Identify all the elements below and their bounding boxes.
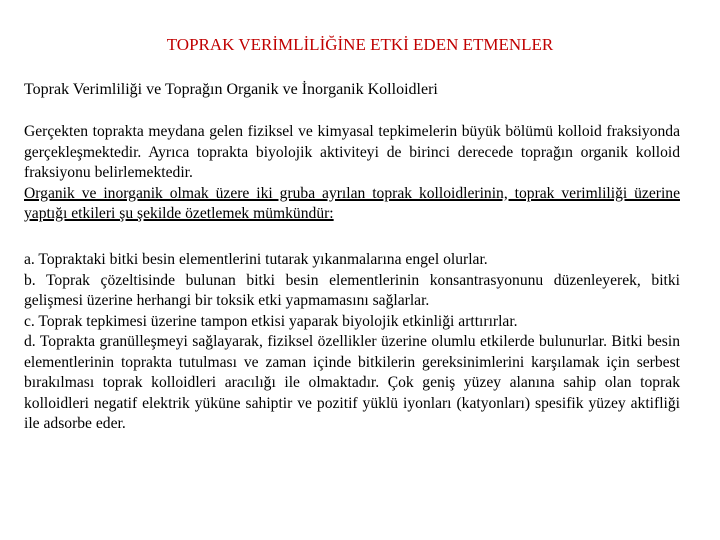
slide-title: TOPRAK VERİMLİLİĞİNE ETKİ EDEN ETMENLER xyxy=(166,35,554,54)
slide-subtitle: Toprak Verimliliği ve Toprağın Organik ve İnorganik Kolloidleri xyxy=(24,81,438,98)
list-item-c: c. Toprak tepkimesi üzerine tampon etkisi yaparak biyolojik etkinliği arttırırlar. xyxy=(24,312,518,330)
list-item-a: a. Topraktaki bitki besin elementlerini tutarak yıkanmalarına engel olurlar. xyxy=(24,251,488,268)
list-item-d: d. Toprakta granülleşmeyi sağlayarak, fiziksel özellikler üzerine olumlu etkilerde bulunurlar. Bitki besin elementlerinin toprakta tutulması ve zaman içinde bitkilerin gereksinimlerini karşılamak için serbest bırakılması toprak kolloidleri aracılığı ile olmaktadır. Çok geniş yüzey alanına sahip olan toprak kolloidleri negatif elektrik yüküne sahiptir ve pozitif yüklü iyonları (katyonları) spesifik yüzey aktifliği ile adsorbe eder. xyxy=(24,333,680,432)
intro-block xyxy=(24,122,680,225)
list-item-b: b. Toprak çözeltisinde bulunan bitki besin elementlerinin konsantrasyonunu düzenleyerek, bitki gelişmesi üzerine herhangi bir toksik etki yapmamasını sağlarlar. xyxy=(24,271,680,309)
intro-paragraph: Gerçekten toprakta meydana gelen fiziksel ve kimyasal tepkimelerin büyük bölümü kolloid fraksiyonda gerçekleşmektedir. Ayrıca toprakta biyolojik aktiviteyi de birinci derecede toprağın organik kolloid fraksiyonu belirlemektedir. xyxy=(24,123,680,181)
intro-underlined-paragraph: Organik ve inorganik olmak üzere iki gruba ayrılan toprak kolloidlerinin, toprak verimliliği üzerine yaptığı etkileri şu şekilde özetlemek mümkündür: xyxy=(24,184,680,222)
effects-list xyxy=(24,250,680,435)
